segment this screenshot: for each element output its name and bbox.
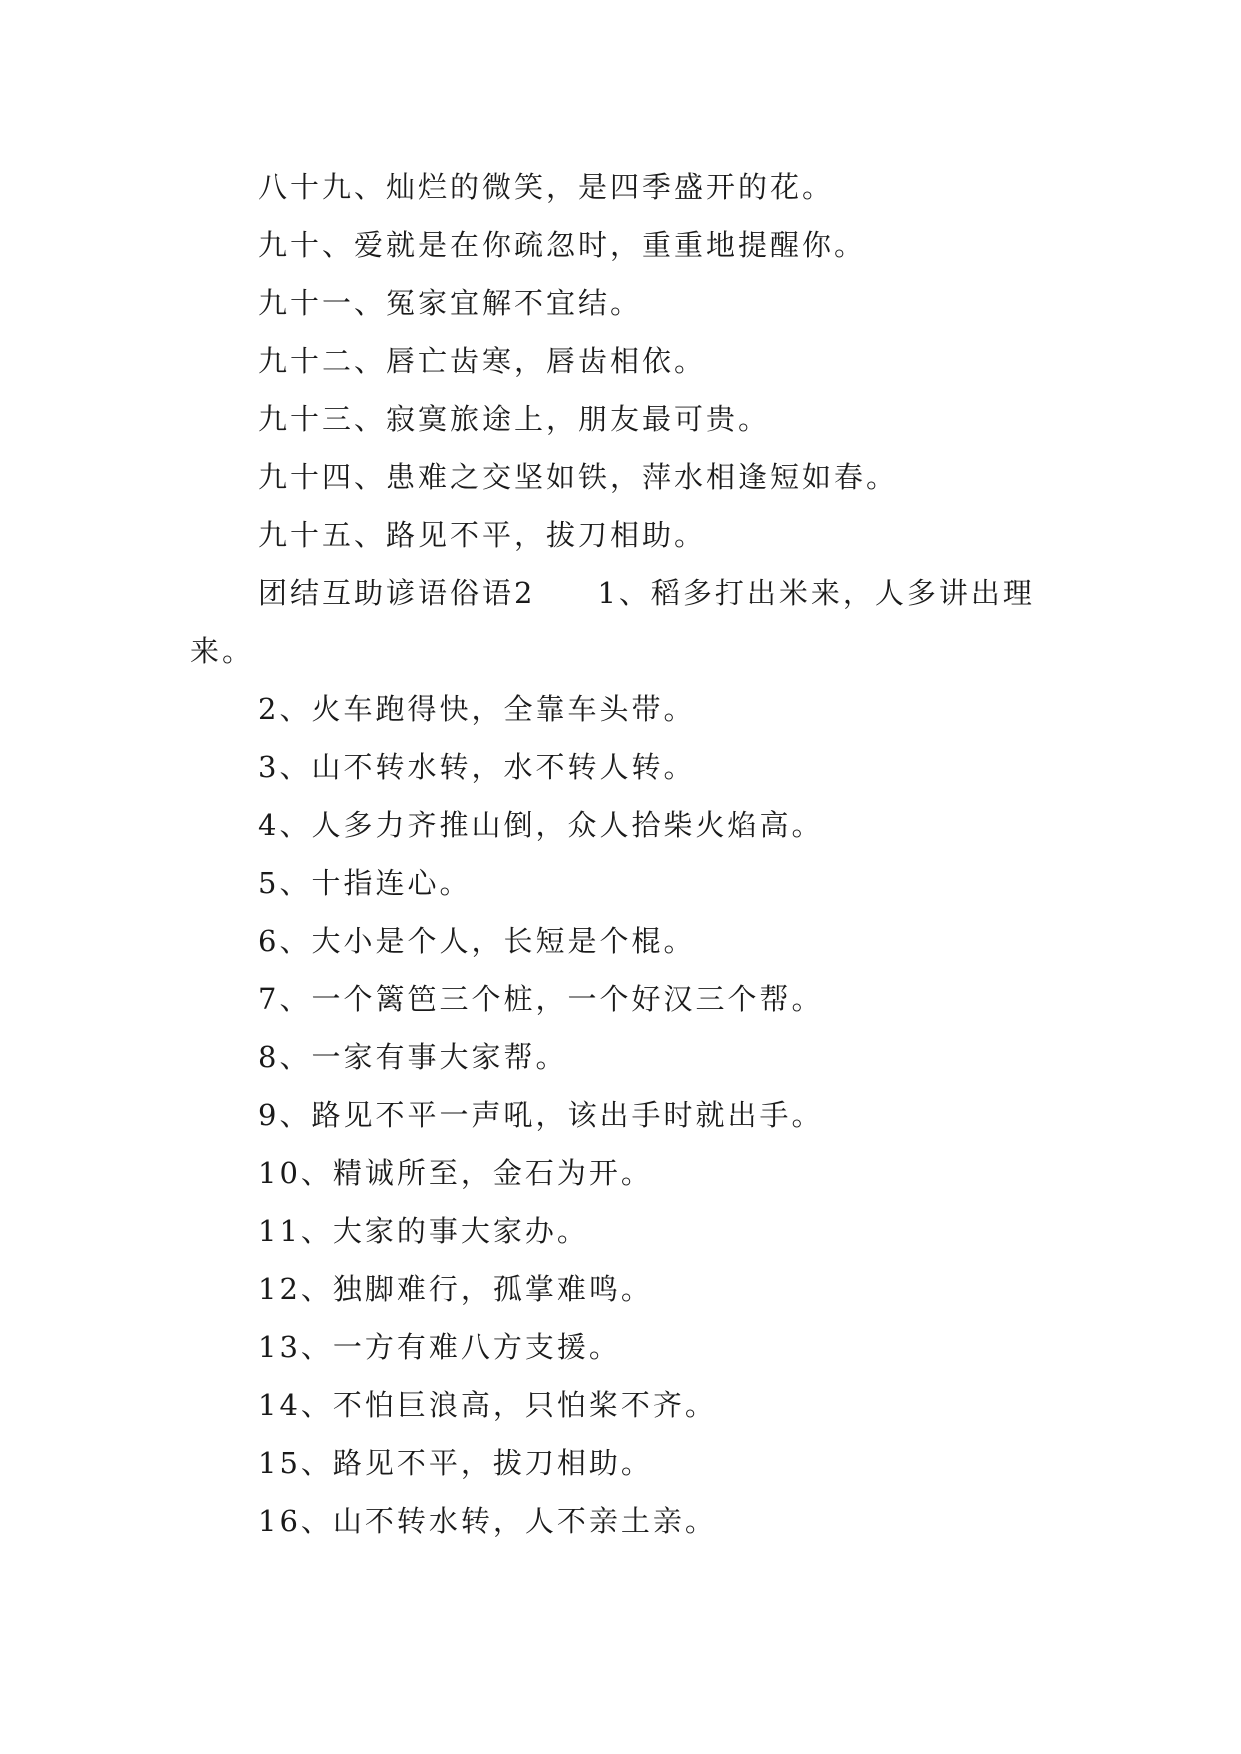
- list-item: 九十五、路见不平，拔刀相助。: [258, 518, 707, 552]
- list-item: 9、路见不平一声吼，该出手时就出手。: [258, 1098, 824, 1132]
- list-item: 7、一个篱笆三个桩，一个好汉三个帮。: [258, 982, 824, 1016]
- list-item: 九十三、寂寞旅途上，朋友最可贵。: [258, 402, 771, 436]
- list-item: 12、独脚难行，孤掌难鸣。: [258, 1272, 653, 1306]
- list-item: 九十、爱就是在你疏忽时，重重地提醒你。: [258, 228, 867, 262]
- section-paragraph: [190, 564, 1060, 680]
- list-item: 8、一家有事大家帮。: [258, 1040, 568, 1074]
- list-item: 6、大小是个人，长短是个棍。: [258, 924, 696, 958]
- list-item: 13、一方有难八方支援。: [258, 1330, 621, 1364]
- list-item: 15、路见不平，拔刀相助。: [258, 1446, 653, 1480]
- list-item: 九十一、冤家宜解不宜结。: [258, 286, 643, 320]
- section-heading: 团结互助谚语俗语2: [258, 576, 536, 610]
- list-item: 八十九、灿烂的微笑，是四季盛开的花。: [258, 170, 835, 204]
- list-item: 3、山不转水转，水不转人转。: [258, 750, 696, 784]
- list-item: 10、精诚所至，金石为开。: [258, 1156, 653, 1190]
- list-item: 16、山不转水转，人不亲土亲。: [258, 1504, 717, 1538]
- document-body: [190, 158, 1060, 1550]
- list-item: 九十四、患难之交坚如铁，萍水相逢短如春。: [258, 460, 899, 494]
- list-item: 九十二、唇亡齿寒，唇齿相依。: [258, 344, 707, 378]
- list-item: 11、大家的事大家办。: [258, 1214, 589, 1248]
- list-item: 2、火车跑得快，全靠车头带。: [258, 692, 696, 726]
- list-item: 5、十指连心。: [258, 866, 472, 900]
- list-item: 4、人多力齐推山倒，众人拾柴火焰高。: [258, 808, 824, 842]
- list-item: 14、不怕巨浪高，只怕桨不齐。: [258, 1388, 717, 1422]
- list-item: 1、稻多打出米来，人多讲出理来。: [190, 576, 1035, 668]
